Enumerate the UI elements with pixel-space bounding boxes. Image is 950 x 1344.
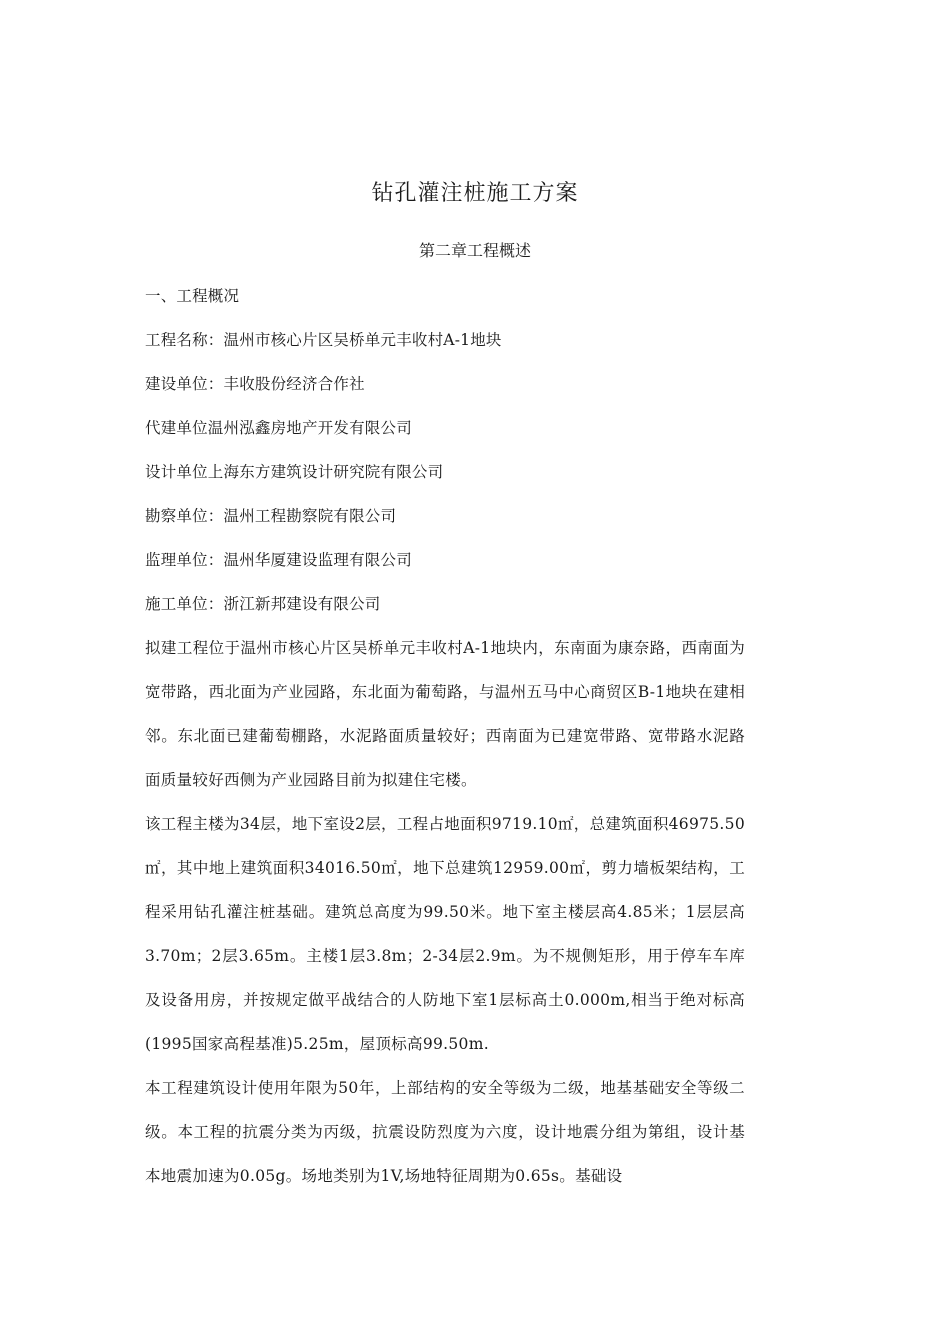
chapter-title: 第二章工程概述 xyxy=(418,241,531,260)
location-paragraph: 拟建工程位于温州市核心片区吴桥单元丰收村A-1地块内，东南面为康奈路，西南面为宽带路，西北面为产业园路，东北面为葡萄路，与温州五马中心商贸区B-1地块在建相邻。东北面已建葡萄棚路，水泥路面质量较好；西南面为已建宽带路、宽带路水泥路面质量较好西侧为产业园路目前为拟建住宅楼。 xyxy=(145,639,745,789)
construction-unit-line: 施工单位：浙江新邦建设有限公司 xyxy=(145,595,381,613)
section-heading: 一、工程概况 xyxy=(145,287,240,305)
owner-line: 建设单位：丰收股份经济合作社 xyxy=(145,375,365,393)
supervision-unit-line: 监理单位：温州华厦建设监理有限公司 xyxy=(145,551,412,569)
design-unit-line: 设计单位上海东方建筑设计研究院有限公司 xyxy=(145,463,444,481)
building-paragraph: 该工程主楼为34层，地下室设2层，工程占地面积9719.10㎡，总建筑面积46975.50㎡，其中地上建筑面积34016.50㎡，地下总建筑12959.00㎡，剪力墙板架结构，工程采用钻孔灌注桩基础。建筑总高度为99.50米。地下室主楼层高4.85米；1层层高3.70m；2层3.65m。主楼1层3.8m；2-34层2.9m。为不规侧矩形，用于停车车库及设备用房，并按规定做平战结合的人防地下室1层标高土0.000m,相当于绝对标高(1995国家高程基准)5.25m，屋顶标高99.50m. xyxy=(145,815,745,1053)
survey-unit-line: 勘察单位：温州工程勘察院有限公司 xyxy=(145,507,397,525)
document-title: 钻孔灌注桩施工方案 xyxy=(371,181,579,206)
document-body xyxy=(145,283,745,1207)
design-paragraph: 本工程建筑设计使用年限为50年，上部结构的安全等级为二级，地基基础安全等级二级。本工程的抗震分类为丙级，抗震设防烈度为六度，设计地震分组为第组，设计基本地震加速为0.05g。场地类别为1V,场地特征周期为0.65s。基础设 xyxy=(145,1079,745,1185)
agent-builder-line: 代建单位温州泓鑫房地产开发有限公司 xyxy=(145,419,412,437)
project-name-line: 工程名称：温州市核心片区吴桥单元丰收村A-1地块 xyxy=(145,331,502,349)
